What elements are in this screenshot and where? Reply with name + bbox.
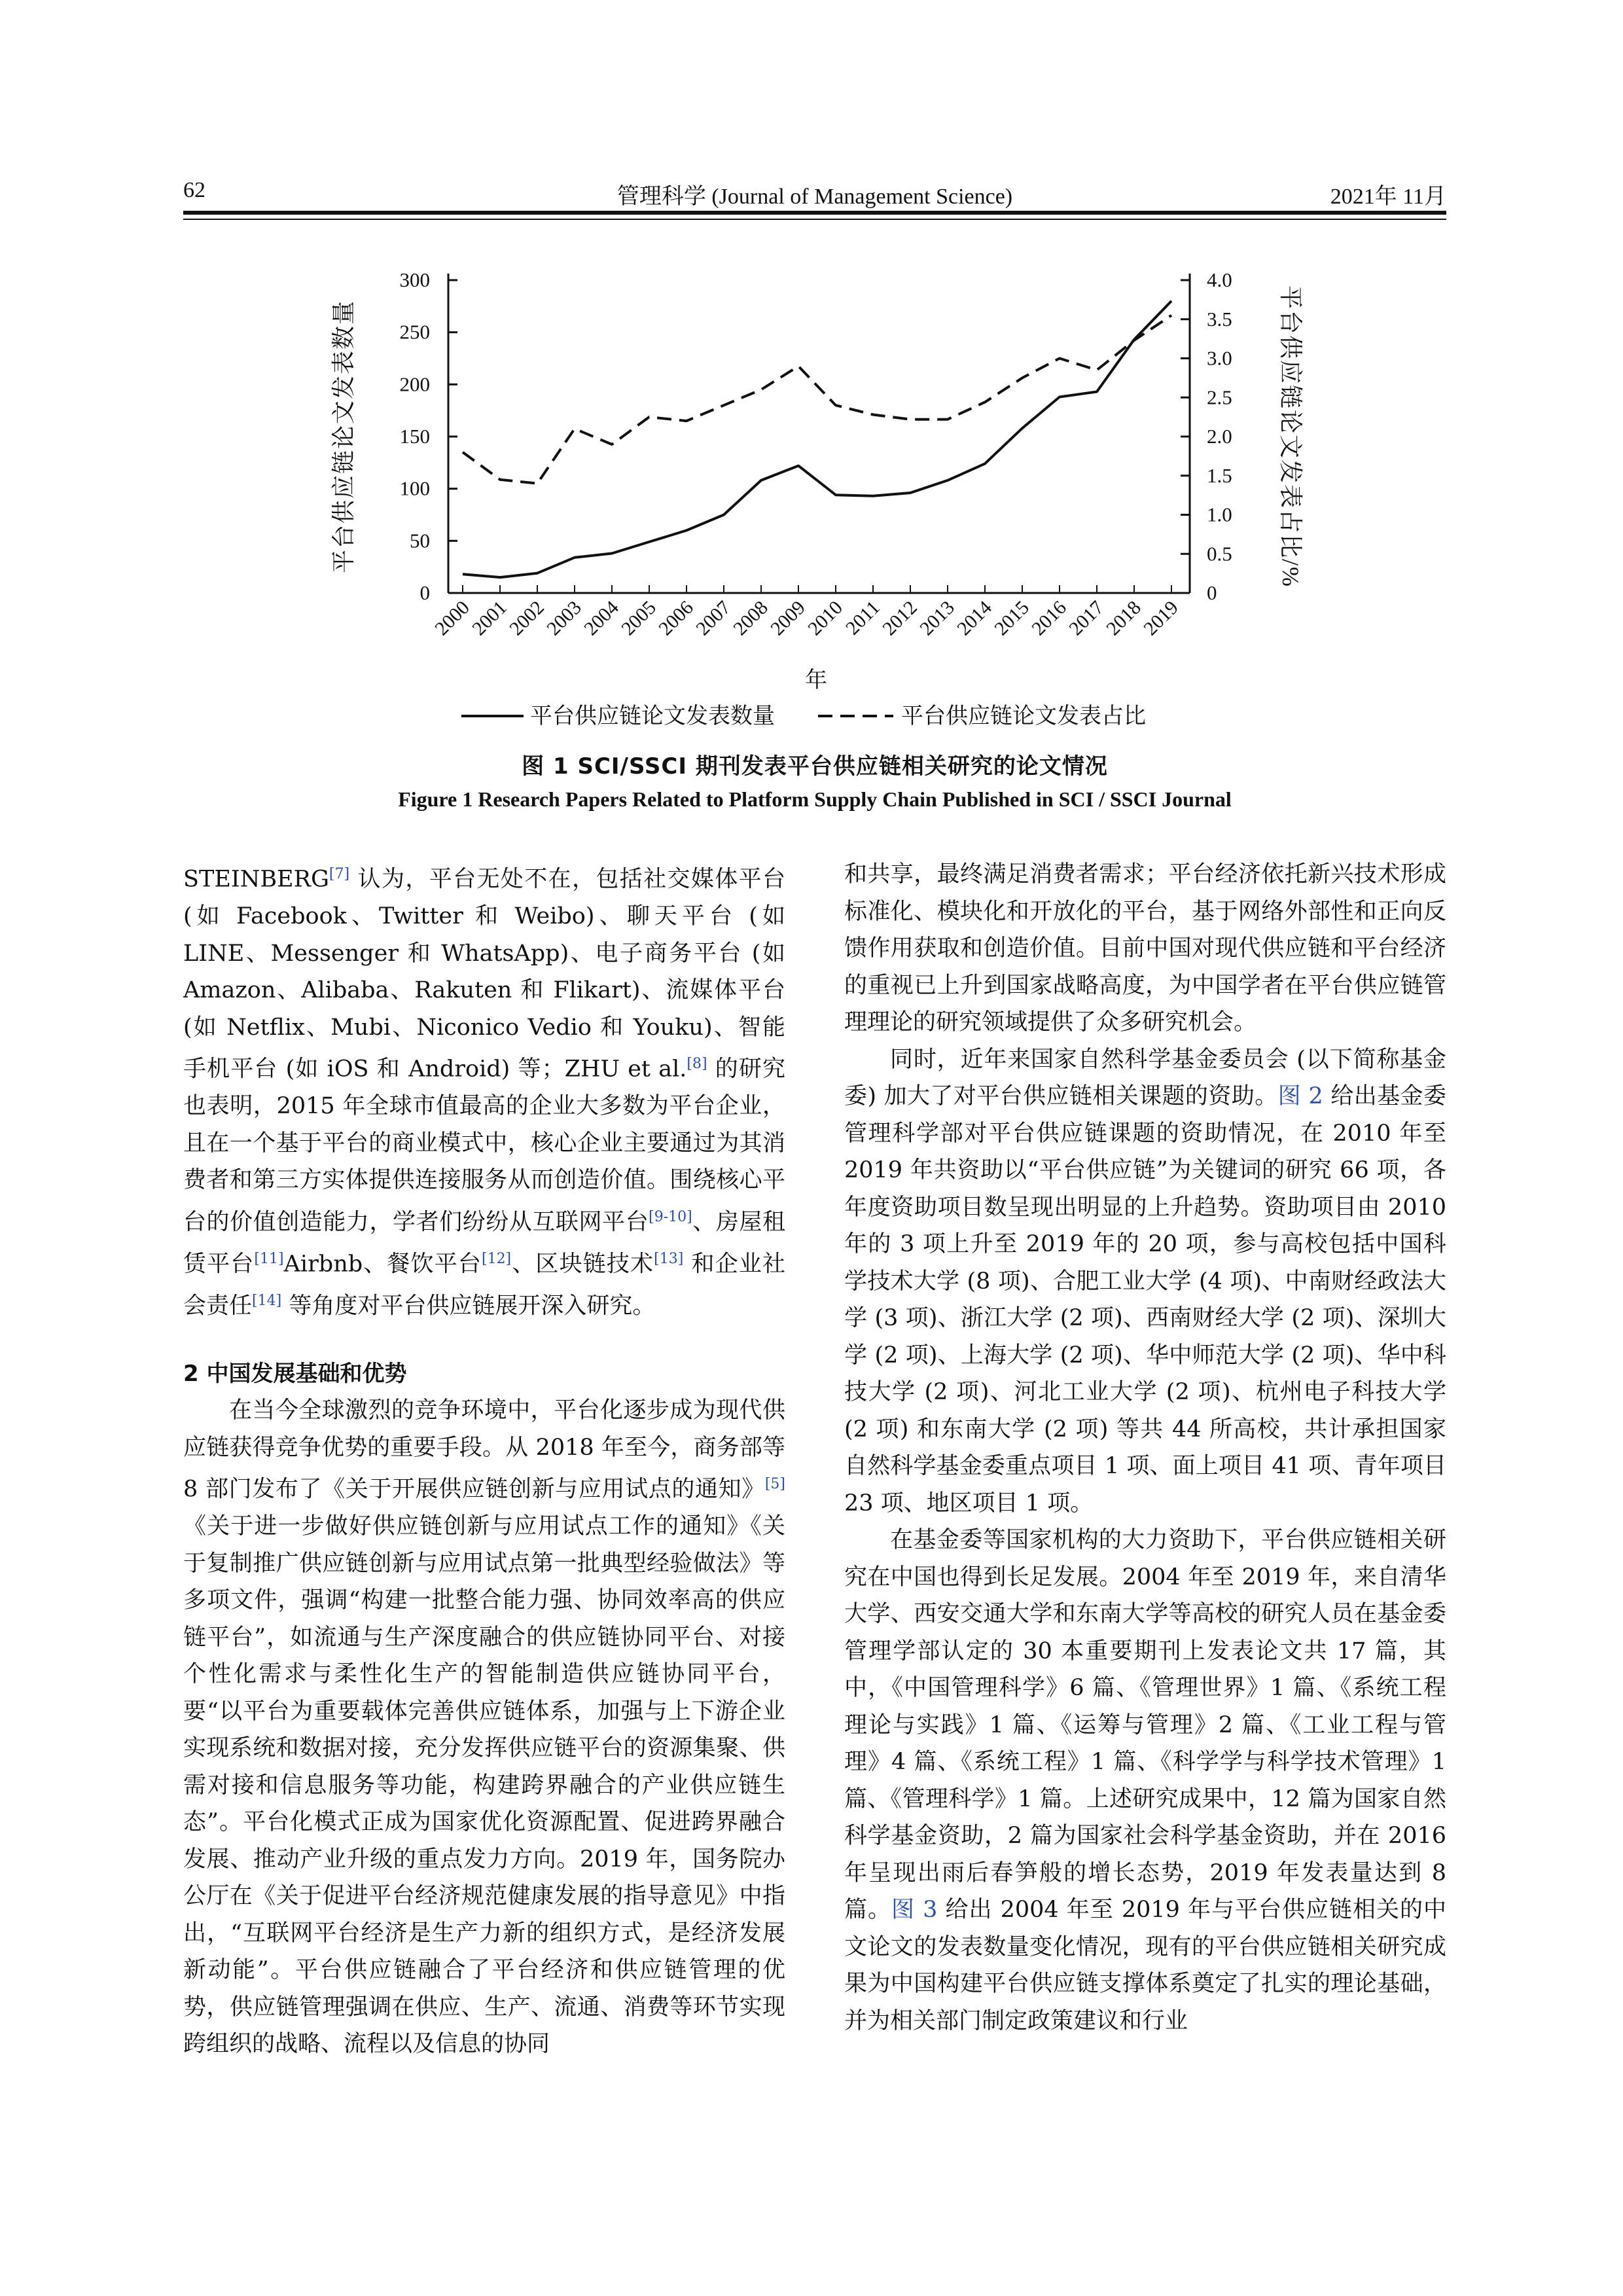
paragraph [844,1522,1446,2039]
citation-ref[interactable]: [5] [764,1476,785,1493]
right-column [844,856,1446,2039]
y2-tick-label: 2.5 [1207,386,1232,409]
text-run: 、房屋租赁平台 [183,1209,785,1278]
text-run: 《关于进一步做好供应链创新与应用试点工作的通知》《关于复制推广供应链创新与应用试点第一批典型经验做法》等多项文件，强调“构建一批整合能力强、协同效率高的供应链平台”，如流通与生产深度融合的供应链协同平台、对接个性化需求与柔性化生产的智能制造供应链协同平台，要“以平台为重要载体完善供应链体系，加强与上下游企业实现系统和数据对接，充分发挥供应链平台的资源集聚、供需对接和信息服务等功能，构建跨界融合的产业供应链生态”。平台化模式正成为国家优化资源配置、促进跨界融合发展、推动产业升级的重点发力方向。2019 年，国务院办公厅在《关于促进平台经济规范健康发展的指导意见》中指出，“互联网平台经济是生产力新的组织方式，是经济发展新动能”。平台供应链融合了平台经济和供应链管理的优势，供应链管理强调在供应、生产、流通、消费等环节实现跨组织的战略、流程以及信息的协同 [183,1513,785,2058]
x-tick-label: 2014 [953,596,996,640]
paragraph [844,1041,1446,1522]
text-run: 同时，近年来国家自然科学基金委员会 (以下简称基金委) 加大了对平台供应链相关课题的资助。 [844,1046,1446,1109]
text-run: 、区块链技术 [511,1251,654,1278]
header-rule-thin [183,219,1446,220]
page-number: 62 [183,178,205,202]
figure-1-chart [0,249,1623,746]
x-tick-label: 2015 [990,596,1033,640]
y2-tick-label: 0.5 [1207,542,1232,565]
paragraph [183,1392,785,2063]
x-tick-label: 2001 [468,596,511,640]
text-run: 和企业社会责任 [183,1251,785,1319]
paragraph [844,856,1446,1041]
x-tick-label: 2019 [1139,596,1183,640]
citation-ref[interactable]: [7] [329,866,350,882]
citation-ref[interactable]: [8] [687,1056,707,1073]
y2-tick-label: 1.5 [1207,463,1232,487]
paragraph [183,856,785,1325]
y-tick-label: 200 [399,372,430,396]
x-tick-label: 2018 [1102,596,1145,640]
y-tick-label: 50 [410,529,430,552]
running-header [183,175,1446,208]
text-run: 在当今全球激烈的竞争环境中，平台化逐步成为现代供应链获得竞争优势的重要手段。从 2018 年至今，商务部等 8 部门发布了《关于开展供应链创新与应用试点的通知》 [183,1397,785,1503]
issue-date: 2021年 11月 [1330,185,1446,209]
y-axis-title: 平台供应链论文发表数量 [330,299,357,574]
y2-tick-label: 4.0 [1207,268,1232,291]
x-tick-label: 2005 [617,596,660,640]
y2-axis-title: 平台供应链论文发表占比/% [1277,285,1304,588]
x-tick-label: 2002 [505,596,548,640]
text-run: Airbnb、餐饮平台 [283,1251,482,1278]
x-tick-label: 2009 [766,596,810,640]
text-run: 和共享，最终满足消费者需求；平台经济依托新兴技术形成标准化、模块化和开放化的平台，基于网络外部性和正向反馈作用获取和创造价值。目前中国对现代供应链和平台经济的重视已上升到国家战略高度，为中国学者在平台供应链管理理论的研究领域提供了众多研究机会。 [844,861,1446,1035]
x-tick-label: 2004 [580,596,623,640]
text-run: 给出 2004 年至 2019 年与平台供应链相关的中文论文的发表数量变化情况，现有的平台供应链相关研究成果为中国构建平台供应链支撑体系奠定了扎实的理论基础，并为相关部门制定政策建议和行业 [844,1897,1446,2034]
x-tick-label: 2016 [1027,596,1071,640]
citation-ref[interactable]: [12] [481,1250,512,1267]
x-tick-label: 2006 [654,596,698,640]
text-run: STEINBERG [183,866,329,893]
y-tick-label: 100 [399,476,430,500]
y-tick-label: 150 [399,425,430,448]
x-axis-title: 年 [805,668,827,692]
y2-tick-label: 2.0 [1207,425,1232,448]
y2-tick-label: 0 [1207,581,1217,604]
x-tick-label: 2000 [431,596,474,640]
x-tick-label: 2013 [916,596,959,640]
y2-tick-label: 3.0 [1207,346,1232,370]
citation-ref[interactable]: [11] [254,1250,284,1267]
y2-tick-label: 3.5 [1207,307,1232,331]
text-run: 认为，平台无处不在，包括社交媒体平台 (如 Facebook、Twitter 和 Weibo)、聊天平台 (如 LINE、Messenger 和 WhatsApp)、电子商务平台 (如 Amazon、Alibaba、Rakuten 和 Flikart)、流媒体平台 (如 Netflix、Mubi、Niconico Vedio 和 Youku)、智能手机平台 (如 iOS 和 Android) 等；ZHU et al. [183,866,785,1083]
citation-ref[interactable]: [13] [654,1250,684,1267]
x-tick-label: 2012 [878,596,921,640]
figure-ref-link[interactable]: 图 3 [891,1897,938,1923]
figure-ref-link[interactable]: 图 2 [1277,1083,1323,1109]
figure-caption-cn: 图 1 SCI/SSCI 期刊发表平台供应链相关研究的论文情况 [522,753,1108,780]
y-tick-label: 250 [399,320,430,344]
text-run: 在基金委等国家机构的大力资助下，平台供应链相关研究在中国也得到长足发展。2004 年至 2019 年，来自清华大学、西安交通大学和东南大学等高校的研究人员在基金委管理学部认定的 30 本重要期刊上发表论文共 17 篇，其中，《中国管理科学》6 篇、《管理世界》1 篇、《系统工程理论与实践》1 篇、《运筹与管理》2 篇、《工业工程与管理》4 篇、《系统工程》1 篇、《科学学与科学技术管理》1 篇、《管理科学》1 篇。上述研究成果中，12 篇为国家自然科学基金资助，2 篇为国家社会科学基金资助，并在 2016 年呈现出雨后春笋般的增长态势，2019 年发表量达到 8 篇。 [844,1527,1446,1923]
y2-tick-label: 1.0 [1207,503,1232,526]
y-tick-label: 0 [419,581,430,604]
x-tick-label: 2008 [729,596,772,640]
x-tick-label: 2007 [692,596,735,640]
text-run: 给出基金委管理科学部对平台供应链课题的资助情况，在 2010 年至 2019 年共资助以“平台供应链”为关键词的研究 66 项，各年度资助项目数呈现出明显的上升趋势。资助项目由 2010 年的 3 项上升至 2019 年的 20 项，参与高校包括中国科学技术大学 (8 项)、合肥工业大学 (4 项)、中南财经政法大学 (3 项)、浙江大学 (2 项)、西南财经大学 (2 项)、深圳大学 (2 项)、上海大学 (2 项)、华中师范大学 (2 项)、华中科技大学 (2 项)、河北工业大学 (2 项)、杭州电子科技大学 (2 项) 和东南大学 (2 项) 等共 44 所高校，共计承担国家自然科学基金委重点项目 1 项、面上项目 41 项、青年项目 23 项、地区项目 1 项。 [844,1083,1446,1516]
header-rule [183,211,1446,215]
legend-label: 平台供应链论文发表数量 [530,704,775,728]
x-tick-label: 2010 [804,596,847,640]
left-column [183,856,785,2063]
section-heading: 2 中国发展基础和优势 [183,1361,407,1388]
series-line-share [463,315,1171,484]
x-tick-label: 2003 [543,596,586,640]
citation-ref[interactable]: [9-10] [649,1208,692,1225]
x-tick-label: 2017 [1065,596,1108,640]
text-run: 的研究也表明，2015 年全球市值最高的企业大多数为平台企业，且在一个基于平台的商业模式中，核心企业主要通过为其消费者和第三方实体提供连接服务从而创造价值。围绕核心平台的价值创造能力，学者们纷纷从互联网平台 [183,1056,785,1236]
figure-caption-en: Figure 1 Research Papers Related to Platform Supply Chain Published in SCI / SSCI Journal [398,787,1232,811]
y-tick-label: 300 [399,268,430,291]
x-tick-label: 2011 [841,596,884,639]
legend-label: 平台供应链论文发表占比 [901,704,1146,728]
journal-title: 管理科学 (Journal of Management Science) [616,185,1013,209]
text-run: 等角度对平台供应链展开深入研究。 [281,1293,656,1319]
citation-ref[interactable]: [14] [252,1293,282,1310]
